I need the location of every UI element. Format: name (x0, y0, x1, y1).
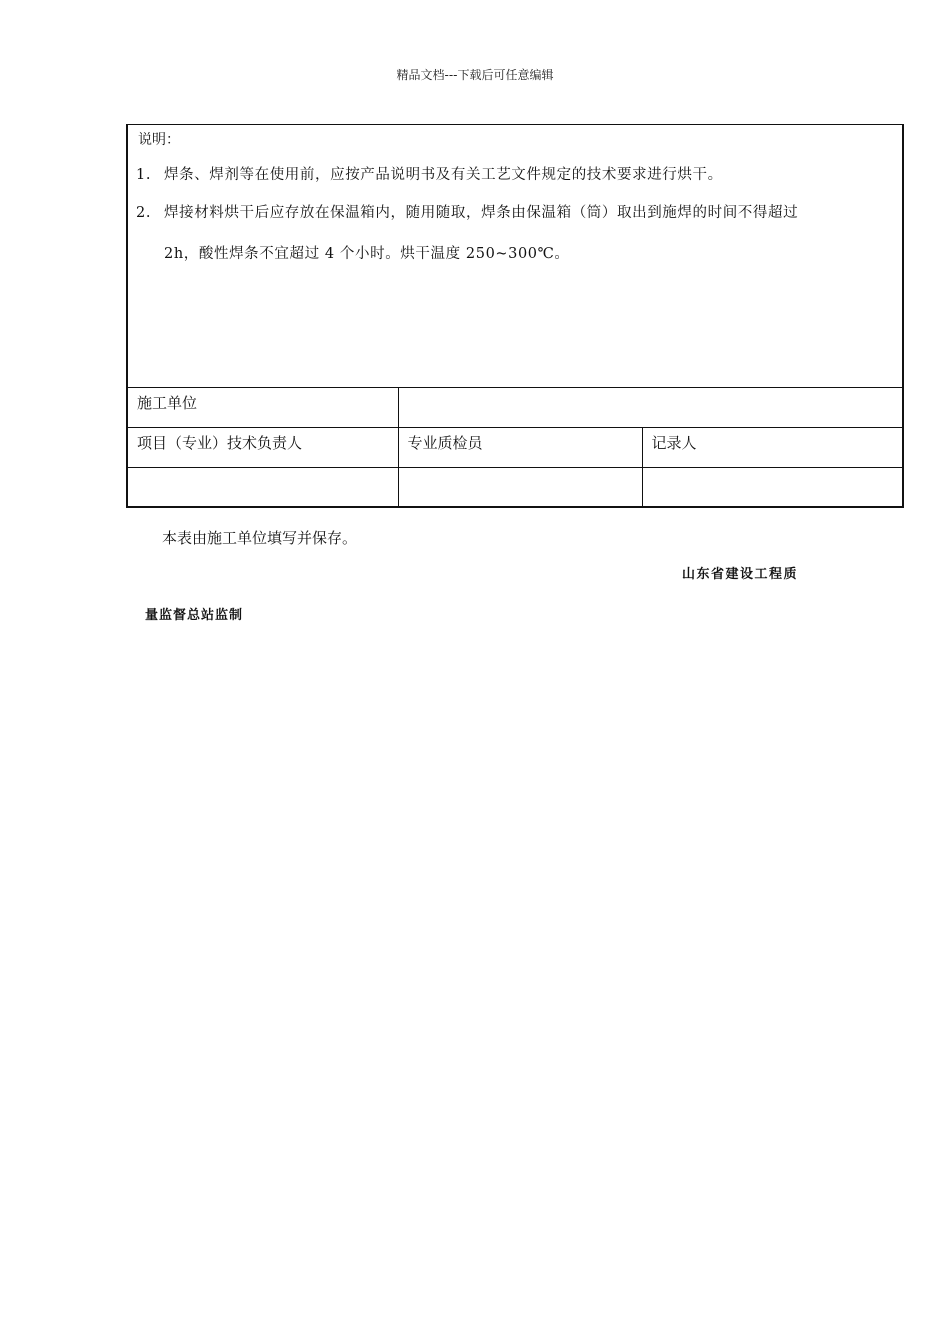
tech-lead-label: 项目（专业）技术负责人 (137, 434, 303, 452)
table-row (128, 468, 902, 508)
inspector-signature-cell[interactable] (398, 468, 642, 508)
note-item-2-continuation: 2h，酸性焊条不宜超过 4 个小时。烘干温度 250~300℃。 (164, 246, 570, 262)
tech-lead-signature-cell[interactable] (128, 468, 398, 508)
tech-lead-label-cell (128, 428, 398, 468)
inspector-label: 专业质检员 (407, 434, 483, 452)
page-header: 精品文档---下载后可任意编辑 (396, 68, 554, 82)
form-table (126, 124, 904, 508)
issuer-line-2: 量监督总站监制 (145, 608, 244, 623)
construction-unit-value (408, 388, 903, 392)
note-text: 焊接材料烘干后应存放在保温箱内，随用随取，焊条由保温箱（筒）取出到施焊的时间不得超过 (164, 205, 799, 221)
table-row (128, 428, 902, 468)
recorder-signature-cell[interactable] (642, 468, 902, 508)
recorder-value (652, 468, 903, 472)
signature-table (128, 387, 902, 508)
construction-unit-label: 施工单位 (137, 394, 198, 412)
note-number: 2. (136, 205, 152, 221)
footer-note: 本表由施工单位填写并保存。 (162, 529, 358, 547)
table-row (128, 388, 902, 428)
note-item-1 (136, 163, 723, 184)
tech-lead-value (137, 468, 398, 472)
construction-unit-value-cell[interactable] (398, 388, 902, 428)
construction-unit-label-cell (128, 388, 398, 428)
note-text: 焊条、焊剂等在使用前，应按产品说明书及有关工艺文件规定的技术要求进行烘干。 (164, 167, 723, 183)
notes-section (128, 125, 902, 387)
inspector-value (408, 468, 642, 472)
note-item-2 (136, 201, 798, 222)
recorder-label: 记录人 (651, 434, 697, 452)
inspector-label-cell (398, 428, 642, 468)
recorder-label-cell (642, 428, 902, 468)
issuer-line-1: 山东省建设工程质 (682, 567, 799, 582)
notes-title: 说明： (138, 132, 180, 148)
note-number: 1. (136, 167, 152, 183)
